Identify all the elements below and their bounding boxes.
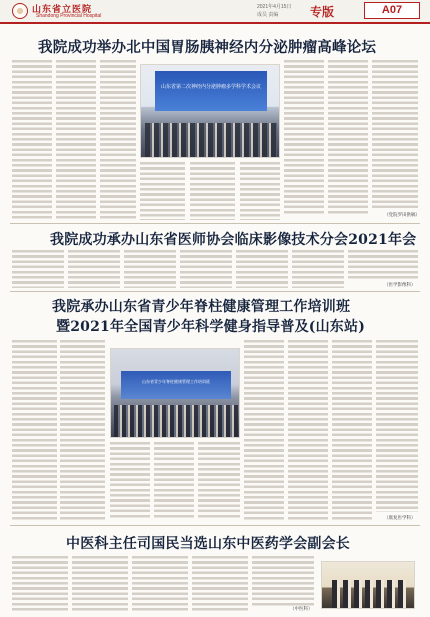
forum-banner-text: 山东省第二次神经内分泌肿瘤多学科学术会议 [160, 84, 261, 90]
divider-2 [10, 291, 420, 292]
article-3-body-col-3 [110, 442, 150, 520]
article-1-body-col-8 [328, 60, 368, 216]
hospital-logo-icon [12, 3, 28, 19]
forum-group-photo [140, 64, 280, 158]
article-3-body-col-2 [60, 340, 105, 520]
article-1-body-col-1 [12, 60, 52, 220]
paper-name-english: Shandong Provincial Hospital [36, 13, 102, 19]
article-3-byline: （康复医学科） [384, 516, 416, 521]
article-1-body-col-2 [56, 60, 96, 220]
forum-attendees [145, 123, 277, 157]
article-1-byline: （党院罗田供稿） [384, 213, 420, 218]
article-3-body-col-9 [376, 340, 418, 512]
article-4-body-col-1 [12, 556, 68, 612]
training-banner [121, 371, 231, 399]
forum-banner [155, 71, 267, 111]
article-3-body-col-1 [12, 340, 57, 520]
section-name: 专版 [310, 5, 335, 19]
training-banner-text: 山东省青少年脊柱健康管理工作培训班 [142, 379, 210, 384]
article-2-body-col-4 [180, 250, 232, 288]
article-4-body-col-3 [132, 556, 188, 612]
article-3-headline-line-2: 暨2021年全国青少年科学健身指导普及(山东站) [56, 319, 366, 335]
divider-1 [10, 223, 420, 224]
article-1-body-col-4 [140, 162, 185, 220]
divider-3 [10, 525, 420, 526]
article-3-body-col-5 [198, 442, 240, 520]
award-group-photo [321, 561, 415, 609]
article-1-headline: 我院成功举办北中国胃肠胰神经内分泌肿瘤高峰论坛 [38, 39, 377, 56]
article-1-body-col-5 [190, 162, 235, 220]
article-2-byline: （医学影像科） [384, 283, 416, 288]
article-2-body-col-2 [68, 250, 120, 288]
article-1-body-col-9 [372, 60, 418, 208]
issue-editor: 成员 责编 [257, 12, 279, 18]
issue-date: 2021年4月15日 [257, 4, 292, 10]
training-group-photo [110, 348, 240, 438]
article-4-byline: （中医科） [290, 607, 313, 612]
page-number: A07 [381, 4, 403, 16]
article-1-body-col-6 [240, 162, 280, 220]
article-3-body-col-7 [288, 340, 328, 520]
article-4-body-col-2 [72, 556, 128, 612]
training-attendees [114, 405, 238, 437]
award-attendees [332, 580, 406, 609]
article-3-body-col-4 [154, 442, 194, 520]
article-3-headline-line-1: 我院承办山东省青少年脊柱健康管理工作培训班 [52, 299, 351, 315]
article-2-body-col-1 [12, 250, 64, 288]
article-4-headline: 中医科主任司国民当选山东中医药学会副会长 [66, 536, 350, 552]
paper-name: 山东省立医院 [32, 5, 93, 15]
article-4-body-col-4 [192, 556, 248, 612]
article-2-body-col-7 [348, 250, 418, 280]
article-2-body-col-5 [236, 250, 288, 288]
article-3-body-col-8 [332, 340, 372, 520]
article-2-body-col-6 [292, 250, 344, 288]
article-3-body-col-6 [244, 340, 284, 520]
article-2-body-col-3 [124, 250, 176, 288]
article-1-body-col-7 [284, 60, 324, 216]
article-2-headline: 我院成功承办山东省医师协会临床影像技术分会2021年会 [50, 232, 417, 248]
article-1-body-col-3 [100, 60, 136, 220]
article-4-body-col-5 [252, 556, 314, 606]
